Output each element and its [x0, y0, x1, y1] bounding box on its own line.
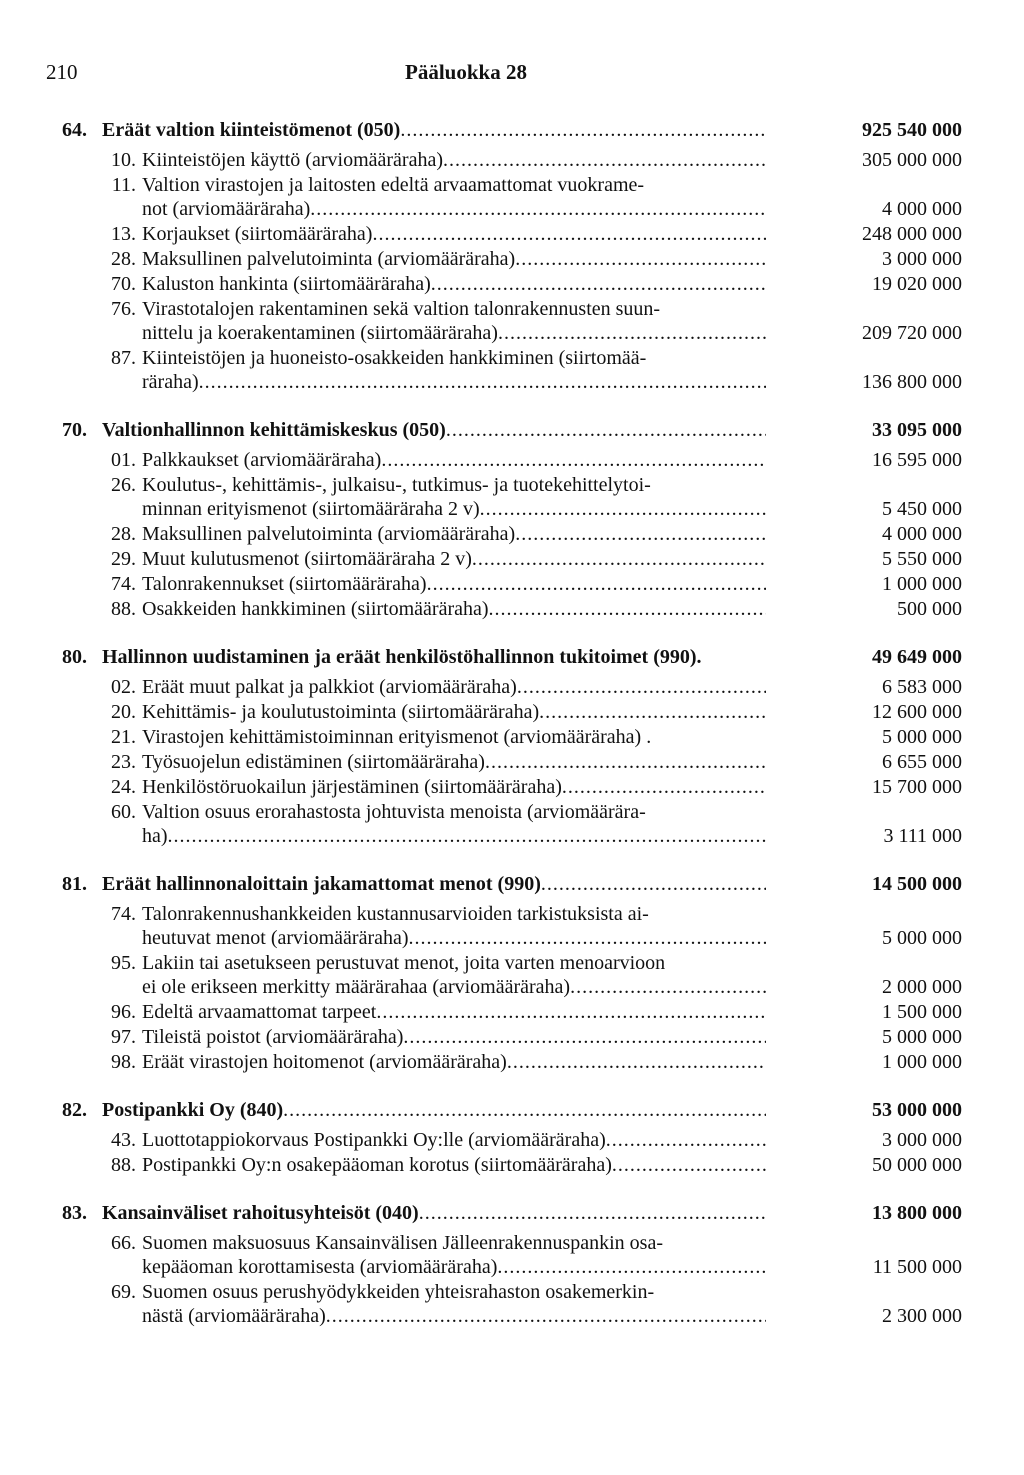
budget-item	[62, 473, 962, 521]
item-amount: 3 111 000	[883, 825, 962, 847]
item-amount: 305 000 000	[862, 149, 962, 171]
budget-item	[62, 675, 962, 699]
leader-dots	[326, 1304, 766, 1328]
leader-dots	[419, 1201, 766, 1225]
leader-dots	[431, 272, 766, 296]
leader-dots	[443, 148, 766, 172]
section-82	[62, 1098, 962, 1177]
budget-item	[62, 1128, 962, 1152]
item-text-line: räraha)	[142, 371, 199, 393]
item-text: Edeltä arvaamattomat tarpeet	[142, 1001, 377, 1023]
budget-item	[62, 775, 962, 799]
item-text-line: ha)	[142, 825, 168, 847]
budget-item	[62, 800, 962, 848]
leader-dots	[372, 222, 766, 246]
leader-dots	[612, 1153, 766, 1177]
item-number: 88.	[111, 1154, 136, 1176]
section-number: 64.	[62, 119, 87, 141]
item-text: Työsuojelun edistäminen (siirtomääräraha)	[142, 751, 485, 773]
leader-dots	[541, 872, 766, 896]
page-title: Pääluokka 28	[405, 60, 527, 84]
item-number: 74.	[111, 573, 136, 595]
leader-dots	[199, 370, 766, 394]
leader-dots	[381, 448, 766, 472]
budget-item	[62, 951, 962, 999]
section-title: Kansainväliset rahoitusyhteisöt (040)	[102, 1202, 419, 1224]
budget-item	[62, 522, 962, 546]
budget-item	[62, 148, 962, 172]
item-amount: 50 000 000	[872, 1154, 962, 1176]
item-amount: 4 000 000	[882, 198, 962, 220]
section-total: 33 095 000	[872, 419, 962, 441]
item-number: 60.	[111, 801, 136, 823]
leader-dots	[400, 118, 766, 142]
leader-dots	[562, 775, 766, 799]
leader-dots	[498, 321, 766, 345]
leader-dots	[485, 750, 766, 774]
leader-dots	[446, 418, 766, 442]
item-text-line: nittelu ja koerakentaminen (siirtomääräraha)	[142, 322, 498, 344]
budget-item	[62, 750, 962, 774]
page-number: 210	[46, 60, 78, 84]
item-amount: 11 500 000	[872, 1256, 962, 1278]
leader-dots	[472, 547, 766, 571]
section-number: 70.	[62, 419, 87, 441]
item-text: Muut kulutusmenot (siirtomääräraha 2 v)	[142, 548, 472, 570]
section-number: 82.	[62, 1099, 87, 1121]
item-amount: 6 655 000	[882, 751, 962, 773]
leader-dots	[489, 597, 766, 621]
leader-dots	[310, 197, 766, 221]
item-text: Postipankki Oy:n osakepääoman korotus (siirtomääräraha)	[142, 1154, 612, 1176]
item-text-line: ei ole erikseen merkitty määrärahaa (arviomääräraha)	[142, 976, 571, 998]
item-amount: 5 450 000	[882, 498, 962, 520]
item-number: 88.	[111, 598, 136, 620]
section-total: 925 540 000	[862, 119, 962, 141]
item-text: Luottotappiokorvaus Postipankki Oy:lle (arviomääräraha)	[142, 1129, 606, 1151]
budget-item	[62, 297, 962, 345]
section-heading	[62, 645, 962, 671]
budget-item	[62, 1000, 962, 1024]
budget-item	[62, 1231, 962, 1279]
budget-item	[62, 346, 962, 394]
item-text: Maksullinen palvelutoiminta (arviomääräraha)	[142, 248, 516, 270]
section-title: Hallinnon uudistaminen ja eräät henkilöstöhallinnon tukitoimet (990).	[102, 646, 702, 668]
budget-item	[62, 547, 962, 571]
item-text-line: kepääoman korottamisesta (arviomääräraha)	[142, 1256, 498, 1278]
section-title: Postipankki Oy (840)	[102, 1099, 284, 1121]
item-number: 01.	[111, 449, 136, 471]
section-heading	[62, 872, 962, 898]
item-amount: 209 720 000	[862, 322, 962, 344]
item-text-line: Suomen maksuosuus Kansainvälisen Jälleenrakennuspankin osa-	[142, 1232, 664, 1254]
item-amount: 2 000 000	[882, 976, 962, 998]
item-amount: 136 800 000	[862, 371, 962, 393]
item-text: Tileistä poistot (arviomääräraha)	[142, 1026, 404, 1048]
budget-item	[62, 1280, 962, 1328]
section-title: Valtionhallinnon kehittämiskeskus (050)	[102, 419, 446, 441]
item-text: Eräät virastojen hoitomenot (arviomääräraha)	[142, 1051, 507, 1073]
item-number: 26.	[111, 474, 136, 496]
section-total: 14 500 000	[872, 873, 962, 895]
item-number: 02.	[111, 676, 136, 698]
item-amount: 1 500 000	[882, 1001, 962, 1023]
item-number: 11.	[111, 174, 136, 196]
item-text-line: Lakiin tai asetukseen perustuvat menot, joita varten menoarvioon	[142, 952, 666, 974]
budget-item	[62, 247, 962, 271]
leader-dots	[517, 675, 766, 699]
item-text: Korjaukset (siirtomääräraha)	[142, 223, 373, 245]
section-80	[62, 645, 962, 848]
section-total: 53 000 000	[872, 1099, 962, 1121]
leader-dots	[168, 824, 766, 848]
item-text: Henkilöstöruokailun järjestäminen (siirtomääräraha)	[142, 776, 562, 798]
item-text: Kiinteistöjen käyttö (arviomääräraha)	[142, 149, 443, 171]
budget-item	[62, 725, 962, 749]
item-text-line: minnan erityismenot (siirtomääräraha 2 v)	[142, 498, 480, 520]
item-number: 10.	[111, 149, 136, 171]
section-total: 13 800 000	[872, 1202, 962, 1224]
item-amount: 19 020 000	[872, 273, 962, 295]
item-number: 76.	[111, 298, 136, 320]
section-81	[62, 872, 962, 1074]
leader-dots	[515, 247, 766, 271]
item-text: Kehittämis- ja koulutustoiminta (siirtomääräraha)	[142, 701, 540, 723]
item-text-line: heutuvat menot (arviomääräraha)	[142, 927, 409, 949]
item-amount: 16 595 000	[872, 449, 962, 471]
budget-item	[62, 1153, 962, 1177]
item-amount: 1 000 000	[882, 573, 962, 595]
section-heading	[62, 118, 962, 144]
section-number: 80.	[62, 646, 87, 668]
budget-item	[62, 572, 962, 596]
item-number: 29.	[111, 548, 136, 570]
budget-content	[62, 118, 962, 1352]
item-number: 96.	[111, 1001, 136, 1023]
item-amount: 5 550 000	[882, 548, 962, 570]
item-text-line: nästä (arviomääräraha)	[142, 1305, 326, 1327]
item-number: 69.	[111, 1281, 136, 1303]
section-total: 49 649 000	[872, 646, 962, 668]
leader-dots	[283, 1098, 766, 1122]
budget-item	[62, 700, 962, 724]
budget-item	[62, 1025, 962, 1049]
section-heading	[62, 1098, 962, 1124]
item-text: Talonrakennukset (siirtomääräraha)	[142, 573, 427, 595]
leader-dots	[539, 700, 766, 724]
leader-dots	[480, 497, 766, 521]
section-title: Eräät hallinnonaloittain jakamattomat menot (990)	[102, 873, 541, 895]
leader-dots	[376, 1000, 766, 1024]
item-number: 28.	[111, 248, 136, 270]
item-amount: 4 000 000	[882, 523, 962, 545]
section-70	[62, 418, 962, 621]
item-amount: 1 000 000	[882, 1051, 962, 1073]
item-text: Eräät muut palkat ja palkkiot (arviomääräraha)	[142, 676, 517, 698]
item-text: Osakkeiden hankkiminen (siirtomääräraha)	[142, 598, 489, 620]
item-text-line: Kiinteistöjen ja huoneisto-osakkeiden hankkiminen (siirtomää-	[142, 347, 647, 369]
leader-dots	[606, 1128, 766, 1152]
item-amount: 248 000 000	[862, 223, 962, 245]
item-amount: 12 600 000	[872, 701, 962, 723]
item-number: 87.	[111, 347, 136, 369]
item-text-line: Koulutus-, kehittämis-, julkaisu-, tutkimus- ja tuotekehittelytoi-	[142, 474, 651, 496]
section-heading	[62, 1201, 962, 1227]
item-text: Virastojen kehittämistoiminnan erityismenot (arviomääräraha) .	[142, 726, 652, 748]
item-number: 97.	[111, 1026, 136, 1048]
item-number: 28.	[111, 523, 136, 545]
item-text-line: Valtion osuus erorahastosta johtuvista menoista (arviomäärära-	[142, 801, 646, 823]
page-header	[46, 60, 966, 86]
leader-dots	[403, 1025, 766, 1049]
item-number: 66.	[111, 1232, 136, 1254]
leader-dots	[515, 522, 766, 546]
budget-item	[62, 902, 962, 950]
item-number: 95.	[111, 952, 136, 974]
section-title: Eräät valtion kiinteistömenot (050)	[102, 119, 401, 141]
budget-item	[62, 597, 962, 621]
budget-item	[62, 1050, 962, 1074]
item-number: 21.	[111, 726, 136, 748]
section-number: 81.	[62, 873, 87, 895]
item-amount: 3 000 000	[882, 1129, 962, 1151]
item-text: Kaluston hankinta (siirtomääräraha)	[142, 273, 431, 295]
leader-dots	[507, 1050, 766, 1074]
budget-item	[62, 272, 962, 296]
item-text-line: not (arviomääräraha)	[142, 198, 311, 220]
item-number: 20.	[111, 701, 136, 723]
leader-dots	[409, 926, 766, 950]
budget-item	[62, 222, 962, 246]
section-83	[62, 1201, 962, 1328]
item-amount: 500 000	[897, 598, 962, 620]
item-number: 13.	[111, 223, 136, 245]
item-number: 70.	[111, 273, 136, 295]
item-text-line: Talonrakennushankkeiden kustannusarvioiden tarkistuksista ai-	[142, 903, 649, 925]
section-64	[62, 118, 962, 394]
item-amount: 5 000 000	[882, 927, 962, 949]
section-heading	[62, 418, 962, 444]
budget-item	[62, 173, 962, 221]
leader-dots	[570, 975, 766, 999]
leader-dots	[497, 1255, 766, 1279]
item-text-line: Suomen osuus perushyödykkeiden yhteisrahaston osakemerkin-	[142, 1281, 655, 1303]
leader-dots	[427, 572, 766, 596]
item-text: Maksullinen palvelutoiminta (arviomääräraha)	[142, 523, 516, 545]
item-amount: 5 000 000	[882, 726, 962, 748]
item-amount: 3 000 000	[882, 248, 962, 270]
item-amount: 5 000 000	[882, 1026, 962, 1048]
budget-item	[62, 448, 962, 472]
item-text-line: Valtion virastojen ja laitosten edeltä arvaamattomat vuokrame-	[142, 174, 645, 196]
item-number: 43.	[111, 1129, 136, 1151]
item-number: 23.	[111, 751, 136, 773]
item-text-line: Virastotalojen rakentaminen sekä valtion talonrakennusten suun-	[142, 298, 661, 320]
section-number: 83.	[62, 1202, 87, 1224]
item-amount: 2 300 000	[882, 1305, 962, 1327]
item-number: 98.	[111, 1051, 136, 1073]
item-amount: 15 700 000	[872, 776, 962, 798]
item-text: Palkkaukset (arviomääräraha)	[142, 449, 382, 471]
item-number: 24.	[111, 776, 136, 798]
item-amount: 6 583 000	[882, 676, 962, 698]
item-number: 74.	[111, 903, 136, 925]
